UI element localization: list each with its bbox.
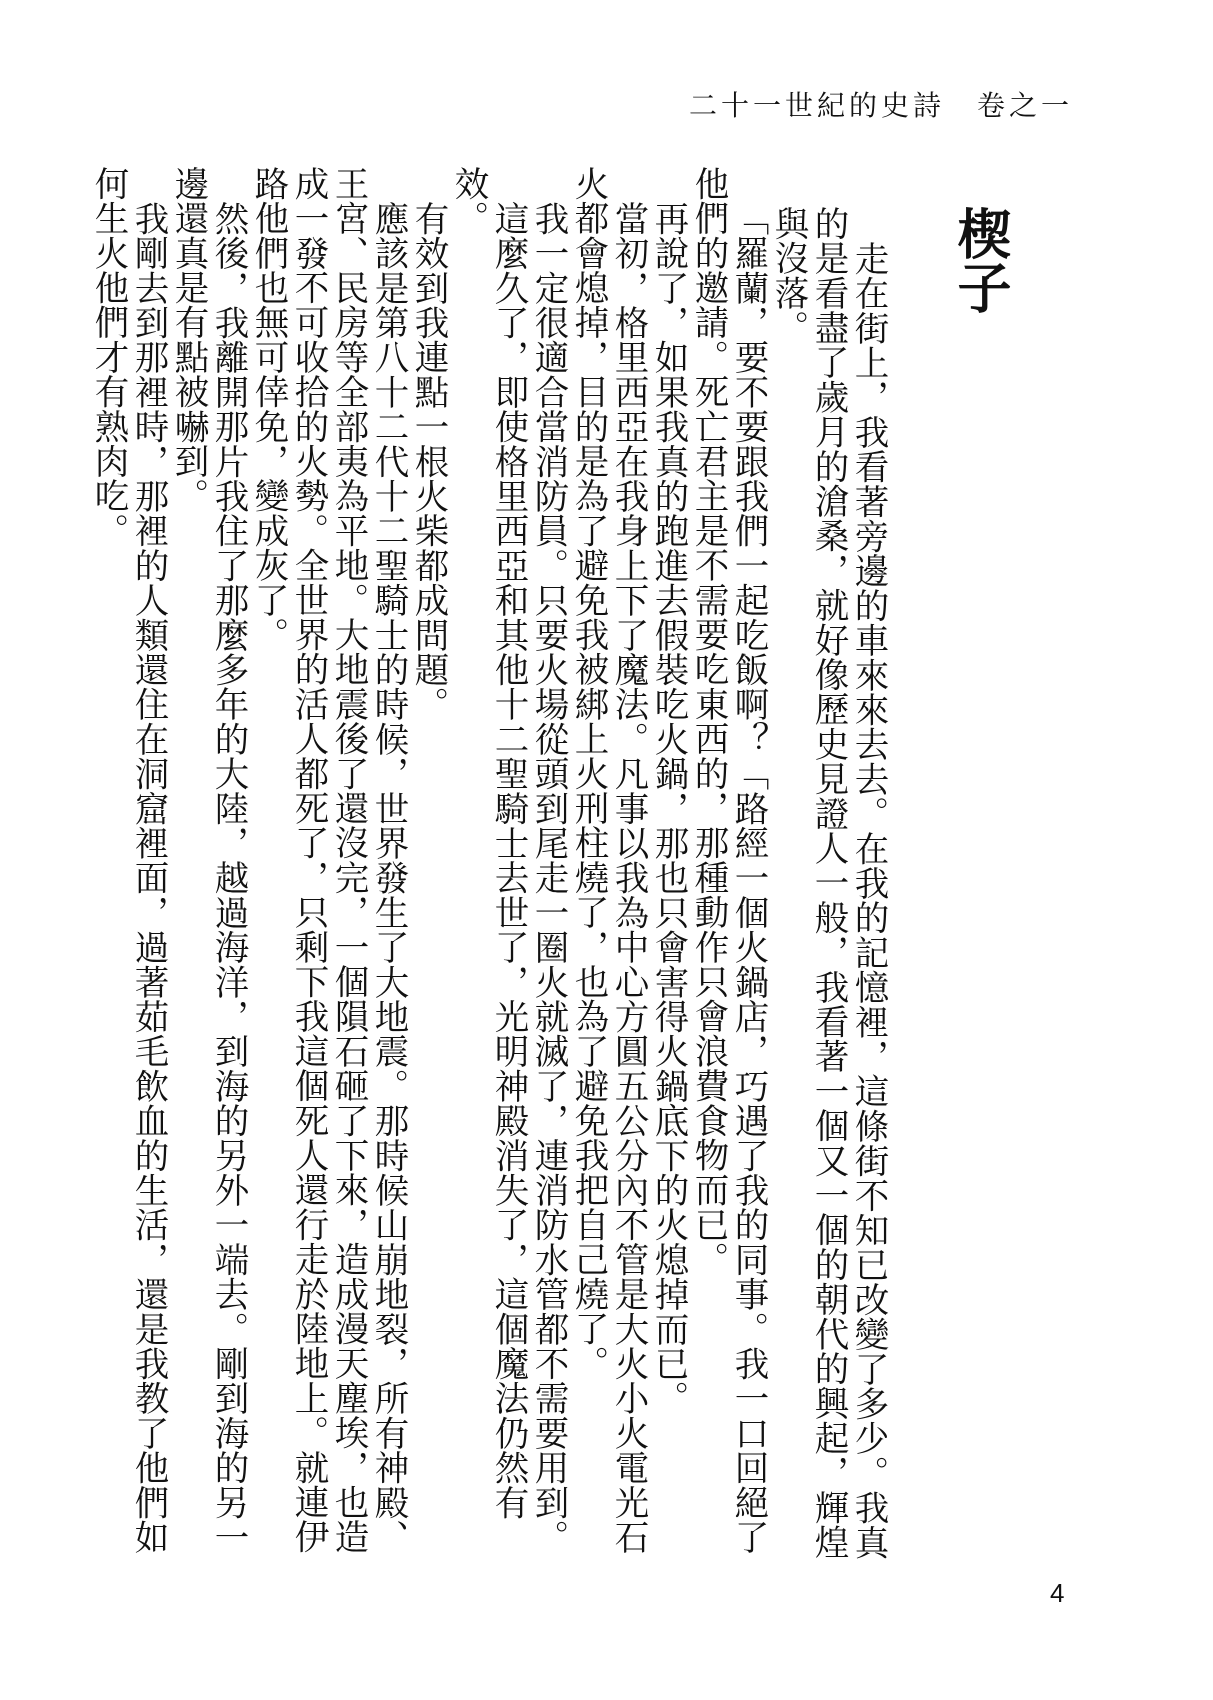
paragraph-7: 有效到我連點一根火柴都成問題。 bbox=[408, 200, 448, 721]
paragraph-2: 「羅蘭，要不要跟我們一起吃飯啊？「路經一個火鍋店，巧遇了我的同事。我一口回絕了他們的邀請。死亡君主是不需要吃東西的，那種動作只會浪費食物而已。 bbox=[688, 166, 768, 1554]
page-number: 4 bbox=[1050, 1578, 1065, 1608]
paragraph-4: 當初，格里西亞在我身上下了魔法。凡事以我為中心方圓五公分內不管是大火小火電光石火都會熄掉，目的是為了避免我被綁上火刑柱燒了，也為了避免我把自己燒了。 bbox=[568, 166, 648, 1554]
paragraph-6: 這麼久了，即使格里西亞和其他十二聖騎士去世了，光明神殿消失了，這個魔法仍然有效。 bbox=[448, 166, 528, 1520]
paragraph-8: 應該是第八十二代十二聖騎士的時候，世界發生了大地震。那時候山崩地裂，所有神殿、王宮、民房等全部夷為平地。大地震後了還沒完，一個隕石砸了下來，造成漫天塵埃，也造成一發不可收拾的火勢。全世界的活人都死了，只剩下我這個死人還行走於陸地上。就連伊路他們也無可倖免，變成灰了。 bbox=[248, 166, 408, 1554]
chapter-title: 楔子 bbox=[949, 206, 1012, 314]
paragraph-1: 走在街上，我看著旁邊的車來來去去。在我的記憶裡，這條街不知已改變了多少。我真的是看盡了歲月的滄桑，就好像歷史見證人一般，我看著一個又一個的朝代的興起，輝煌與沒落。 bbox=[768, 206, 888, 1560]
paragraph-3: 再說了，如果我真的跑進去假裝吃火鍋，那也只會害得火鍋底下的火熄掉而已。 bbox=[648, 200, 688, 1415]
running-header: 二十一世紀的史詩 卷之一 bbox=[688, 89, 1073, 122]
paragraph-5: 我一定很適合當消防員。只要火場從頭到尾走一圈火就滅了，連消防水管都不需要用到。 bbox=[528, 200, 568, 1554]
body-text bbox=[88, 166, 888, 1586]
paragraph-10: 我剛去到那裡時，那裡的人類還住在洞窟裡面，過著茹毛飲血的生活，還是我教了他們如何生火他們才有熟肉吃。 bbox=[88, 166, 168, 1554]
paragraph-9: 然後，我離開那片我住了那麼多年的大陸，越過海洋，到海的另外一端去。剛到海的另一邊還真是有點被嚇到。 bbox=[168, 166, 248, 1554]
